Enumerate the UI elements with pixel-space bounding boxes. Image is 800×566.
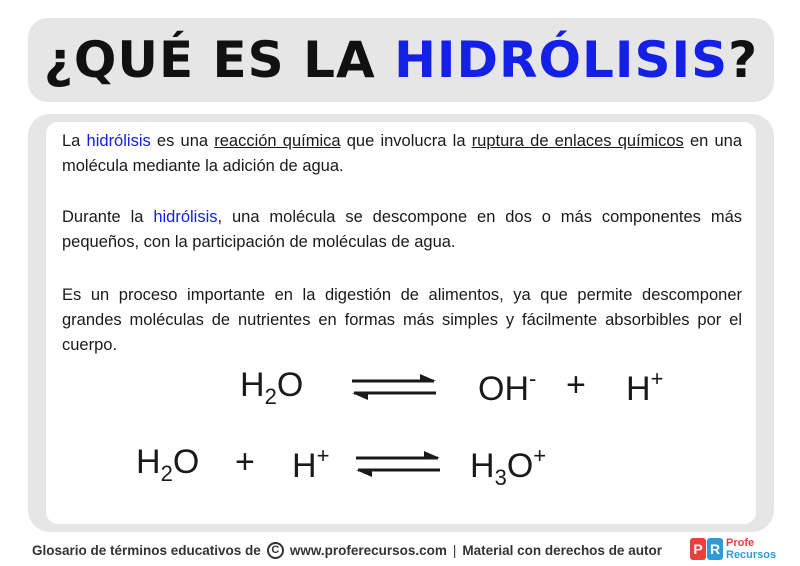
superscript: - xyxy=(529,366,537,391)
logo-line-recursos: Recursos xyxy=(726,549,777,561)
text: en una molécula mediante la adición de agua. xyxy=(62,132,743,175)
subscript: 2 xyxy=(264,384,277,409)
footer xyxy=(32,539,662,561)
title-accent: HIDRÓLISIS xyxy=(394,31,729,89)
equilibrium-arrows-icon xyxy=(352,447,444,481)
subscript: 3 xyxy=(494,465,507,490)
text: , una molécula se descompone en dos o más componentes más pequeños, con la participación de moléculas de agua. xyxy=(62,208,742,251)
logo-wordmark xyxy=(726,537,776,561)
title-prefix: ¿QUÉ ES LA xyxy=(43,31,395,89)
symbol: H xyxy=(626,370,651,408)
title-suffix: ? xyxy=(728,31,759,89)
equation-2-reactant xyxy=(136,443,199,487)
logo-letter-p: P xyxy=(690,538,706,560)
superscript: + xyxy=(533,443,547,468)
title-banner xyxy=(28,18,774,102)
logo-line-profe: Profe xyxy=(726,537,755,549)
link-ruptura-enlaces[interactable]: ruptura de enlaces químicos xyxy=(471,132,684,150)
equation-1-hydroxide xyxy=(478,366,536,409)
symbol: O xyxy=(276,366,304,404)
symbol: H xyxy=(136,443,161,481)
symbol: O xyxy=(172,443,200,481)
keyword-hidrolisis: hidrólisis xyxy=(153,208,218,226)
copyright-icon: C xyxy=(267,542,284,559)
equation-2-hydronium xyxy=(470,443,546,491)
paragraph-process xyxy=(62,205,742,255)
text: Durante la xyxy=(62,208,154,226)
subscript: 2 xyxy=(160,461,173,486)
footer-site-link[interactable]: www.proferecursos.com xyxy=(289,542,447,558)
text: es una xyxy=(150,132,215,150)
footer-rights: Material con derechos de autor xyxy=(462,542,662,558)
logo-letter-r: R xyxy=(707,538,723,560)
equation-1-proton xyxy=(626,366,663,409)
paragraph-importance xyxy=(62,283,742,358)
paragraph-definition xyxy=(62,129,742,179)
text: que involucra la xyxy=(340,132,472,150)
symbol: O xyxy=(506,447,534,485)
link-reaccion-quimica[interactable]: reacción química xyxy=(214,132,341,150)
equation-2-proton xyxy=(292,443,329,486)
text: Es un proceso importante en la digestión de alimentos, ya que permite descomponer grandes moléculas de nutrientes en formas más simples y fácilmente absorbibles por el cuerpo. xyxy=(62,286,742,354)
page-title xyxy=(44,31,758,89)
symbol: H xyxy=(240,366,265,404)
superscript: + xyxy=(650,366,664,391)
symbol: H xyxy=(292,447,317,485)
superscript: + xyxy=(316,443,330,468)
equation-2-plus: + xyxy=(235,443,255,481)
equilibrium-arrows-icon xyxy=(348,370,440,404)
proferecursos-logo[interactable] xyxy=(690,536,777,562)
equation-1-reactant xyxy=(240,366,303,410)
equation-1-plus: + xyxy=(566,366,586,404)
symbol: H xyxy=(470,447,495,485)
symbol: OH xyxy=(478,370,529,408)
keyword-hidrolisis: hidrólisis xyxy=(86,132,151,150)
footer-separator: | xyxy=(452,542,457,558)
footer-prefix: Glosario de términos educativos de xyxy=(32,542,261,558)
text: La xyxy=(62,132,87,150)
